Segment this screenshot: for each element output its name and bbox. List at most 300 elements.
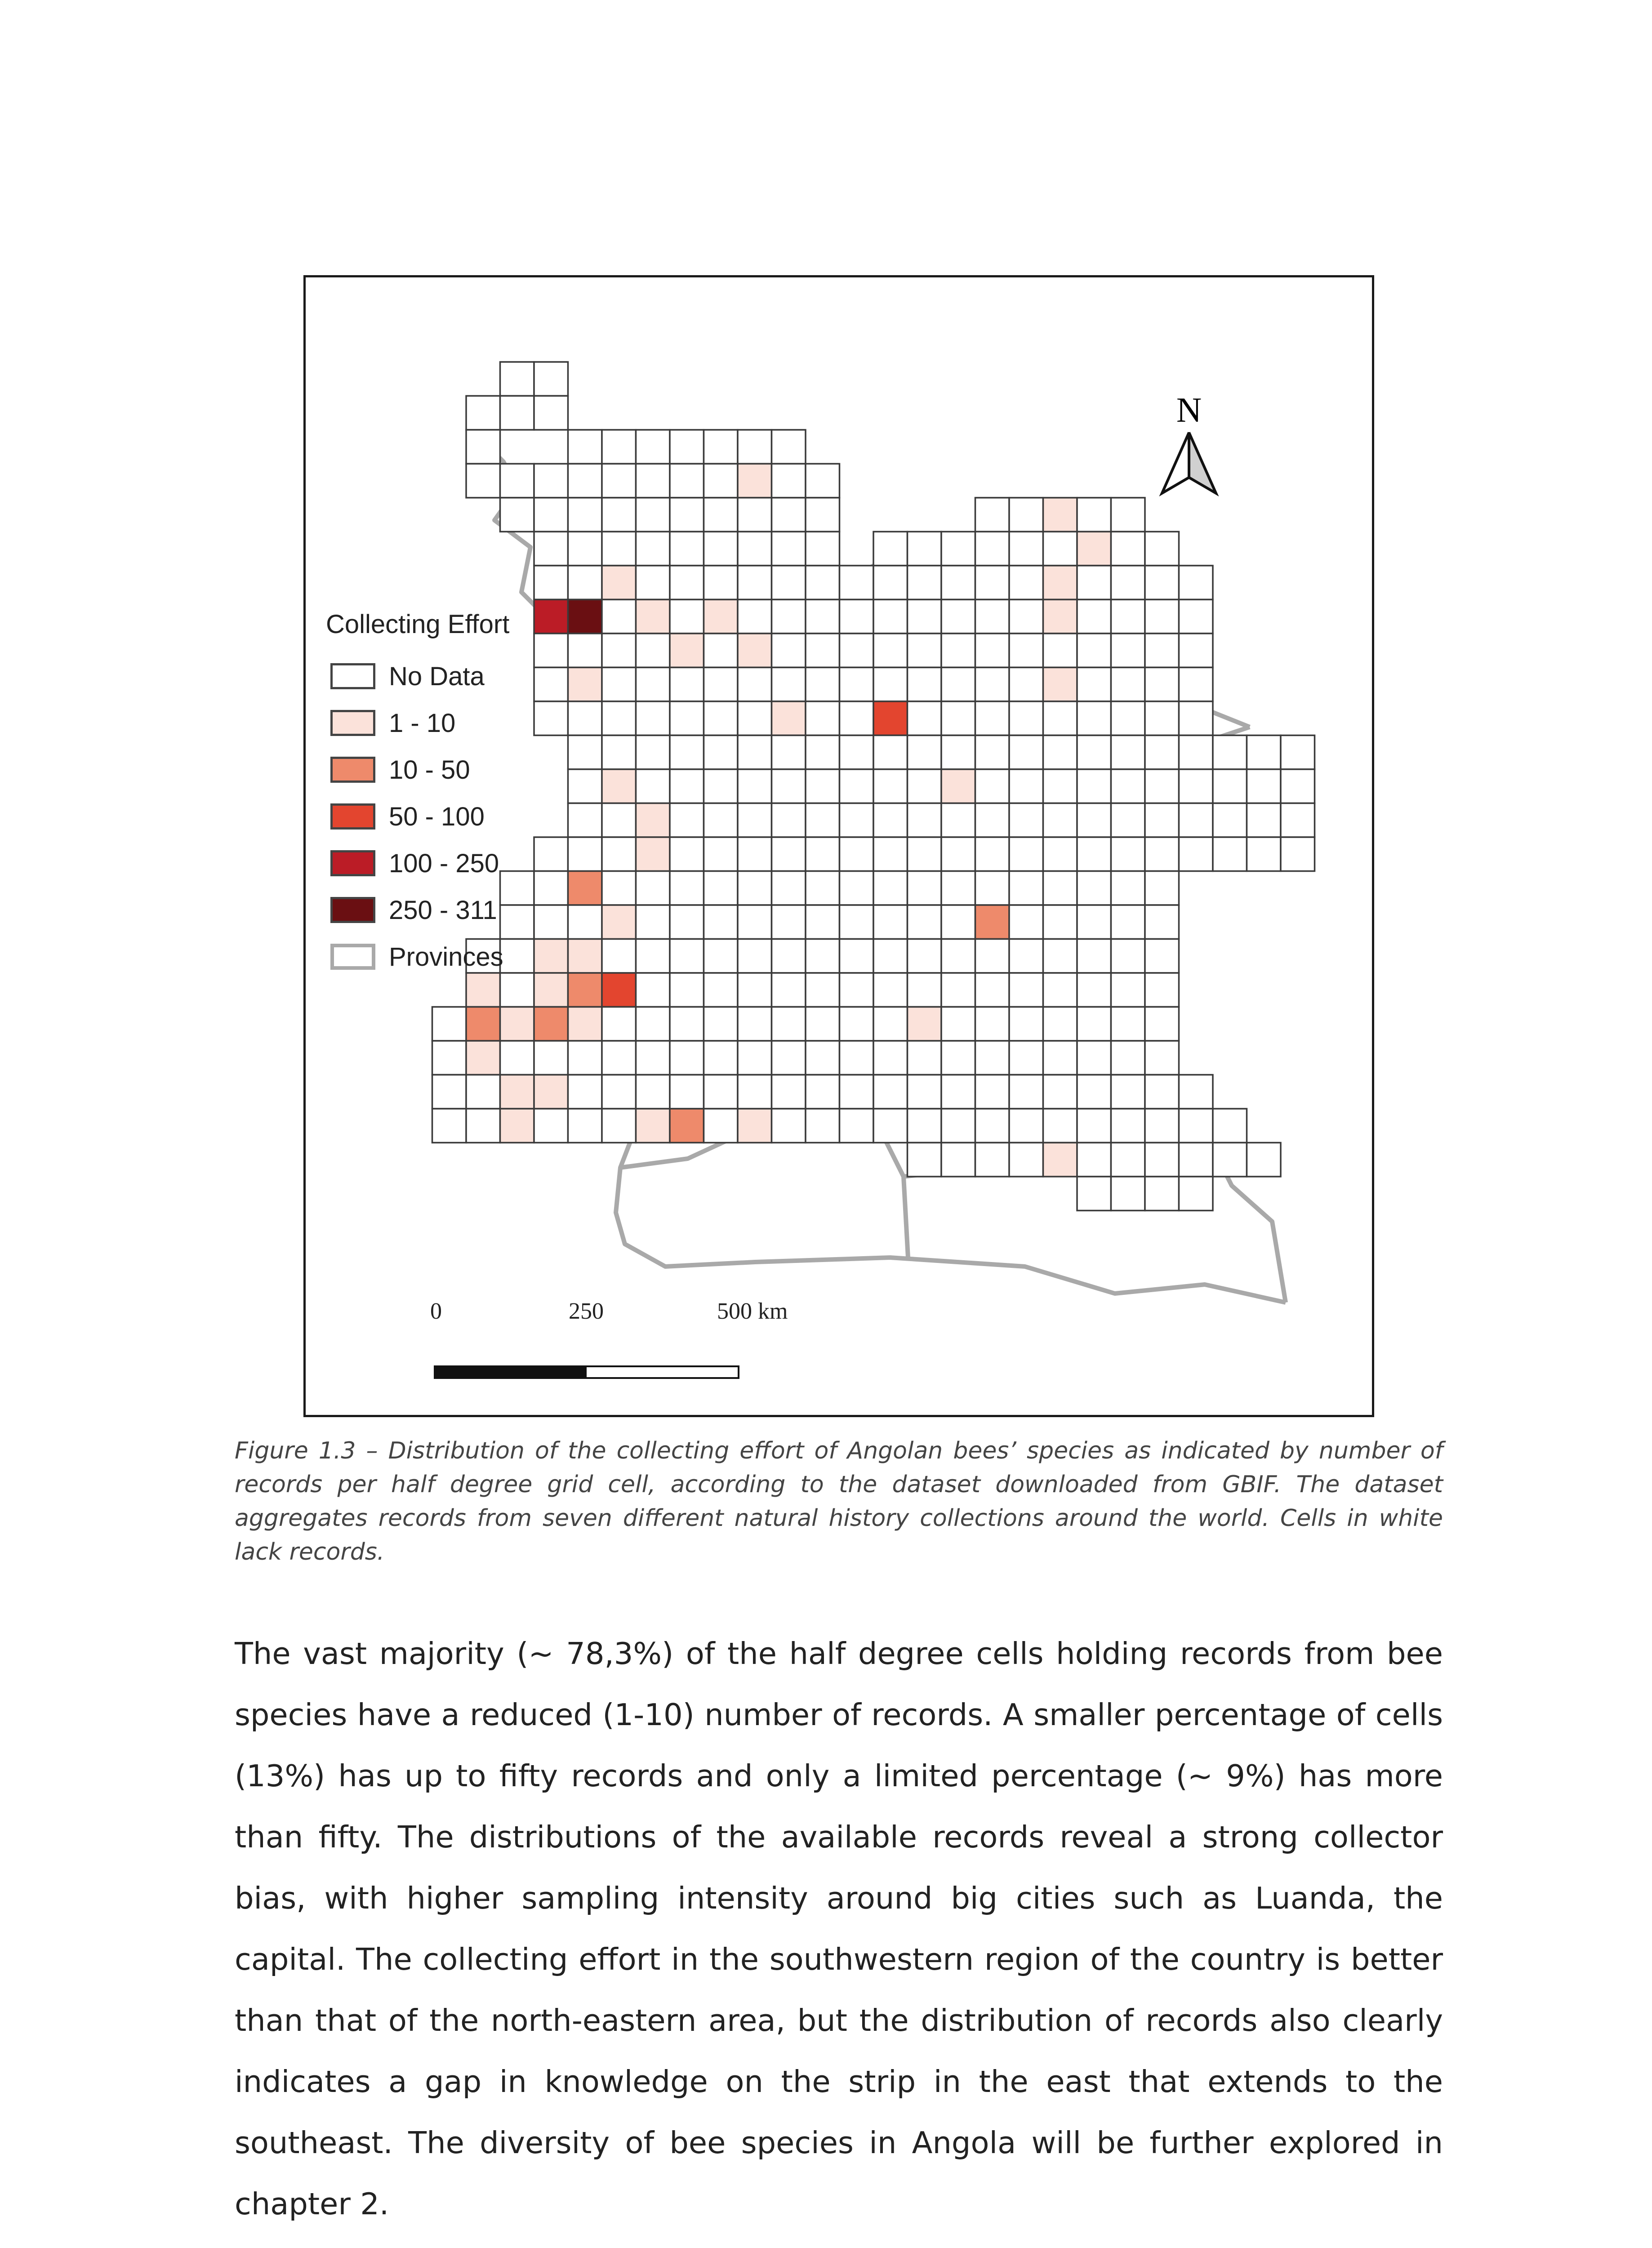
legend-title: Collecting Effort	[326, 610, 510, 639]
grid-cell	[1111, 1041, 1145, 1075]
grid-cell	[1145, 532, 1179, 566]
grid-cell	[908, 769, 942, 803]
grid-cell	[1009, 871, 1043, 905]
grid-cell	[568, 1041, 602, 1075]
grid-cell	[670, 1007, 704, 1041]
grid-cell	[636, 905, 670, 939]
grid-cell	[975, 769, 1010, 803]
grid-cell	[670, 430, 704, 464]
grid-cell	[1179, 837, 1213, 871]
grid-cell	[1043, 1075, 1078, 1109]
grid-cell	[941, 701, 975, 736]
grid-cell	[1247, 1143, 1281, 1177]
grid-cell	[1077, 1143, 1111, 1177]
grid-cell	[908, 1041, 942, 1075]
grid-cell	[806, 905, 840, 939]
grid-cell	[534, 1075, 568, 1109]
grid-cell	[1009, 769, 1043, 803]
grid-cell	[941, 600, 975, 634]
grid-cell	[840, 736, 874, 770]
grid-cell	[1043, 498, 1078, 532]
grid-cell	[602, 769, 636, 803]
grid-cell	[941, 769, 975, 803]
grid-cell	[1077, 769, 1111, 803]
grid-cell	[1145, 736, 1179, 770]
grid-cell	[602, 1109, 636, 1143]
grid-cell	[806, 803, 840, 838]
grid-cell	[1179, 1109, 1213, 1143]
grid-cell	[636, 769, 670, 803]
grid-cell	[1145, 566, 1179, 600]
grid-cell	[1247, 837, 1281, 871]
grid-cell	[1009, 803, 1043, 838]
grid-cell	[941, 1075, 975, 1109]
grid-cell	[806, 1007, 840, 1041]
grid-cell	[500, 1041, 534, 1075]
grid-cell	[1009, 736, 1043, 770]
grid-cell	[602, 1041, 636, 1075]
grid-cell	[941, 871, 975, 905]
grid-cell	[1043, 600, 1078, 634]
grid-cell	[1077, 1177, 1111, 1211]
grid-cell	[772, 1007, 806, 1041]
grid-cell	[704, 600, 738, 634]
grid-cell	[1111, 498, 1145, 532]
grid-cell	[840, 1041, 874, 1075]
grid-cell	[873, 871, 908, 905]
grid-cell	[636, 668, 670, 702]
body-paragraph: The vast majority (~ 78,3%) of the half degree cells holding records from bee species have a reduced (1-10) number of records. A smaller percentage of cells (13%) has up to fifty records and only a limited percentage (~ 9%) has more than fifty. The distributions of the available records reveal a strong collector bias, with higher sampling intensity around big cities such as Luanda, the capital. The collecting effort in the southwestern region of the country is better than that of the north-eastern area, but the distribution of records also clearly indicates a gap in knowledge on the strip in the east that extends to the southeast. The diversity of bee species in Angola will be further explored in chapter 2.	[235, 1636, 1443, 2221]
grid-cell	[1043, 803, 1078, 838]
grid-cell	[1043, 905, 1078, 939]
grid-cell	[1009, 939, 1043, 973]
grid-cell	[873, 803, 908, 838]
grid-cell	[806, 464, 840, 498]
grid-cell	[806, 1041, 840, 1075]
grid-cell	[602, 668, 636, 702]
grid-cell	[704, 498, 738, 532]
grid-cell	[670, 600, 704, 634]
grid-cell	[568, 464, 602, 498]
grid-cell	[636, 600, 670, 634]
grid-cell	[704, 769, 738, 803]
grid-cell	[1043, 837, 1078, 871]
grid-cell	[704, 939, 738, 973]
grid-cell	[1043, 871, 1078, 905]
legend-label: 100 - 250	[389, 848, 499, 878]
grid-cell	[534, 973, 568, 1007]
grid-cell	[772, 939, 806, 973]
grid-cell	[1145, 668, 1179, 702]
grid-cell	[908, 939, 942, 973]
grid-cell	[1145, 600, 1179, 634]
grid-cell	[1179, 1143, 1213, 1177]
grid-cell	[1111, 837, 1145, 871]
grid-cell	[1145, 803, 1179, 838]
grid-cell	[568, 566, 602, 600]
legend-swatch	[330, 850, 375, 876]
grid-cell	[1213, 1143, 1247, 1177]
grid-cell	[772, 905, 806, 939]
grid-cell	[1145, 701, 1179, 736]
figure-map	[303, 275, 1374, 1417]
north-arrow	[1158, 390, 1220, 500]
grid-cell	[704, 532, 738, 566]
grid-cell	[873, 769, 908, 803]
grid-cell	[636, 701, 670, 736]
grid-cell	[568, 600, 602, 634]
grid-cell	[670, 1041, 704, 1075]
grid-cell	[1145, 1041, 1179, 1075]
grid-cell	[500, 1109, 534, 1143]
grid-cell	[908, 532, 942, 566]
grid-cell	[772, 1109, 806, 1143]
grid-cell	[772, 803, 806, 838]
grid-cell	[806, 600, 840, 634]
grid-cell	[873, 939, 908, 973]
grid-cell	[738, 600, 772, 634]
grid-cell	[908, 871, 942, 905]
grid-cell	[772, 736, 806, 770]
legend-label: Provinces	[389, 942, 503, 972]
grid-cell	[602, 1007, 636, 1041]
grid-cell	[806, 939, 840, 973]
legend-label: 10 - 50	[389, 755, 470, 785]
grid-cell	[975, 701, 1010, 736]
grid-cell	[1179, 1075, 1213, 1109]
grid-cell	[738, 769, 772, 803]
grid-cell	[602, 871, 636, 905]
grid-cell	[840, 668, 874, 702]
grid-cell	[500, 464, 534, 498]
grid-cell	[975, 736, 1010, 770]
grid-cell	[738, 668, 772, 702]
grid-cell	[806, 871, 840, 905]
grid-cell	[806, 701, 840, 736]
grid-cell	[534, 871, 568, 905]
grid-cell	[1077, 532, 1111, 566]
grid-cell	[534, 939, 568, 973]
grid-cell	[738, 532, 772, 566]
grid-cell	[1111, 600, 1145, 634]
grid-cell	[1111, 566, 1145, 600]
grid-cell	[1077, 498, 1111, 532]
grid-cell	[738, 430, 772, 464]
grid-cell	[670, 532, 704, 566]
grid-cell	[568, 837, 602, 871]
grid-cell	[568, 736, 602, 770]
grid-cell	[602, 803, 636, 838]
grid-cell	[1247, 736, 1281, 770]
grid-cell	[873, 1041, 908, 1075]
grid-cell	[1077, 939, 1111, 973]
grid-cell	[704, 430, 738, 464]
grid-cell	[534, 701, 568, 736]
grid-cell	[840, 1075, 874, 1109]
grid-cell	[1179, 600, 1213, 634]
legend-item-1-10	[326, 700, 509, 746]
grid-cell	[806, 1075, 840, 1109]
grid-cell	[534, 837, 568, 871]
grid-cell	[840, 600, 874, 634]
grid-cell	[636, 532, 670, 566]
grid-cell	[873, 701, 908, 736]
grid-cell	[670, 1109, 704, 1143]
grid-cell	[534, 566, 568, 600]
grid-cell	[975, 1075, 1010, 1109]
grid-cell	[738, 633, 772, 668]
grid-cell	[1145, 1143, 1179, 1177]
grid-cell	[1281, 769, 1315, 803]
grid-cell	[670, 633, 704, 668]
grid-cell	[1213, 837, 1247, 871]
grid-cell	[840, 566, 874, 600]
grid-cell	[636, 1041, 670, 1075]
grid-cell	[636, 498, 670, 532]
grid-cell	[873, 532, 908, 566]
grid-cell	[568, 1109, 602, 1143]
grid-cell	[1043, 1041, 1078, 1075]
grid-cell	[1111, 803, 1145, 838]
grid-cell	[975, 633, 1010, 668]
grid-cell	[636, 633, 670, 668]
grid-cell	[568, 939, 602, 973]
grid-cell	[1009, 1007, 1043, 1041]
grid-cell	[1111, 668, 1145, 702]
grid-cell	[704, 1041, 738, 1075]
grid-cell	[1009, 1075, 1043, 1109]
grid-cell	[534, 464, 568, 498]
grid-cell	[534, 1109, 568, 1143]
grid-cell	[602, 837, 636, 871]
grid-cell	[602, 736, 636, 770]
grid-cell	[1043, 566, 1078, 600]
grid-cell	[1077, 973, 1111, 1007]
grid-cell	[772, 871, 806, 905]
legend-item-50-100	[326, 793, 509, 840]
grid-cell	[568, 905, 602, 939]
legend-item-no-data	[326, 653, 509, 700]
grid-cell	[772, 1041, 806, 1075]
grid-cell	[941, 1143, 975, 1177]
grid-cell	[772, 600, 806, 634]
figure-caption: Figure 1.3 – Distribution of the collecting effort of Angolan bees’ species as indicated by number of records per half degree grid cell, according to the dataset downloaded from GBIF. The dataset aggregates records from seven different natural history collections around the world. Cells in white lack records.	[235, 1437, 1443, 1566]
grid-cell	[568, 973, 602, 1007]
grid-cell	[908, 701, 942, 736]
grid-cell	[941, 837, 975, 871]
grid-cell	[602, 600, 636, 634]
grid-cell	[636, 430, 670, 464]
grid-cell	[1009, 1143, 1043, 1177]
grid-cell	[704, 973, 738, 1007]
grid-cell	[975, 905, 1010, 939]
grid-cell	[873, 1075, 908, 1109]
grid-cell	[1179, 803, 1213, 838]
grid-cell	[1179, 668, 1213, 702]
grid-cell	[908, 566, 942, 600]
grid-cell	[873, 1109, 908, 1143]
grid-cell	[840, 1109, 874, 1143]
grid-cell	[602, 973, 636, 1007]
grid-cell	[1281, 736, 1315, 770]
grid-cell	[1111, 939, 1145, 973]
grid-cell	[840, 803, 874, 838]
grid-cell	[738, 736, 772, 770]
grid-cell	[704, 566, 738, 600]
grid-cell	[975, 871, 1010, 905]
grid-cell	[432, 1041, 467, 1075]
grid-cell	[704, 871, 738, 905]
grid-cell	[873, 600, 908, 634]
legend-swatch	[330, 944, 375, 970]
grid-cell	[568, 701, 602, 736]
grid-cell	[1077, 633, 1111, 668]
grid-cell	[840, 973, 874, 1007]
grid-cell	[704, 668, 738, 702]
grid-cell	[1043, 633, 1078, 668]
grid-cell	[670, 905, 704, 939]
grid-cell	[704, 1075, 738, 1109]
grid-cell	[1111, 1075, 1145, 1109]
grid-cell	[1009, 905, 1043, 939]
grid-cell	[772, 532, 806, 566]
grid-cell	[568, 1007, 602, 1041]
grid-cell	[704, 905, 738, 939]
grid-cell	[873, 837, 908, 871]
grid-cell	[908, 633, 942, 668]
grid-cell	[1043, 736, 1078, 770]
grid-cell	[908, 905, 942, 939]
grid-cell	[636, 803, 670, 838]
grid-cell	[738, 1109, 772, 1143]
grid-cell	[806, 769, 840, 803]
grid-cell	[670, 837, 704, 871]
grid-cell	[908, 1007, 942, 1041]
grid-cell	[602, 1075, 636, 1109]
grid-cell	[602, 430, 636, 464]
legend-label: 50 - 100	[389, 802, 485, 831]
grid-cell	[636, 939, 670, 973]
grid-cell	[704, 837, 738, 871]
grid-cell	[908, 1109, 942, 1143]
grid-cell	[568, 871, 602, 905]
grid-cell	[1043, 1143, 1078, 1177]
grid-cell	[873, 633, 908, 668]
grid-cell	[738, 837, 772, 871]
grid-cell	[1009, 668, 1043, 702]
grid-cell	[670, 939, 704, 973]
grid-cell	[568, 668, 602, 702]
grid-cell	[500, 396, 534, 430]
grid-cell	[466, 396, 500, 430]
grid-cell	[840, 837, 874, 871]
grid-cell	[704, 633, 738, 668]
grid-cell	[772, 668, 806, 702]
grid-cell	[534, 396, 568, 430]
grid-cell	[941, 905, 975, 939]
legend-item-provinces	[326, 933, 509, 980]
grid-cell	[534, 1041, 568, 1075]
grid-cell	[806, 837, 840, 871]
grid-cell	[1009, 633, 1043, 668]
grid-cell	[840, 939, 874, 973]
grid-cell	[941, 668, 975, 702]
grid-cell	[704, 1109, 738, 1143]
grid-cell	[1179, 566, 1213, 600]
grid-cell	[1043, 939, 1078, 973]
grid-cell	[908, 1143, 942, 1177]
legend-item-10-50	[326, 746, 509, 793]
grid-cell	[670, 973, 704, 1007]
grid-cell	[941, 803, 975, 838]
legend-label: 1 - 10	[389, 708, 456, 738]
grid-cell	[1077, 736, 1111, 770]
grid-cell	[1111, 736, 1145, 770]
grid-cell	[1145, 1075, 1179, 1109]
grid-cell	[738, 973, 772, 1007]
grid-cell	[738, 701, 772, 736]
grid-cell	[568, 633, 602, 668]
grid-cell	[1145, 633, 1179, 668]
grid-cell	[738, 566, 772, 600]
grid-cell	[636, 871, 670, 905]
grid-cell	[602, 498, 636, 532]
grid-cell	[534, 498, 568, 532]
grid-cell	[1111, 905, 1145, 939]
grid-cell	[1213, 1109, 1247, 1143]
grid-cell	[670, 668, 704, 702]
grid-cell	[1077, 668, 1111, 702]
grid-cell	[873, 736, 908, 770]
grid-cell	[1281, 837, 1315, 871]
grid-cell	[670, 566, 704, 600]
grid-cell	[500, 1007, 534, 1041]
grid-cell	[1145, 939, 1179, 973]
grid-cell	[1043, 532, 1078, 566]
grid-cell	[1043, 1109, 1078, 1143]
grid-cell	[1009, 532, 1043, 566]
grid-cell	[636, 464, 670, 498]
grid-cell	[602, 939, 636, 973]
grid-cell	[975, 1109, 1010, 1143]
grid-cell	[772, 1075, 806, 1109]
grid-cell	[534, 532, 568, 566]
grid-cell	[975, 600, 1010, 634]
grid-cell	[466, 1075, 500, 1109]
grid-cell	[568, 803, 602, 838]
grid-cell	[806, 566, 840, 600]
grid-cell	[1009, 498, 1043, 532]
grid-cell	[1111, 532, 1145, 566]
grid-cell	[1043, 1007, 1078, 1041]
scale-tick-500: 500 km	[717, 1298, 788, 1324]
grid-cell	[670, 701, 704, 736]
grid-cell	[602, 633, 636, 668]
grid-cell	[1111, 1177, 1145, 1211]
grid-cell	[1043, 701, 1078, 736]
grid-cell	[1009, 837, 1043, 871]
grid-cell	[975, 1041, 1010, 1075]
grid-cell	[840, 769, 874, 803]
grid-cell	[1111, 1143, 1145, 1177]
grid-cell	[1179, 1177, 1213, 1211]
grid-cell	[704, 464, 738, 498]
grid-cell	[500, 1075, 534, 1109]
grid-cell	[908, 973, 942, 1007]
grid-cell	[636, 837, 670, 871]
grid-cell	[772, 701, 806, 736]
grid-cell	[873, 905, 908, 939]
